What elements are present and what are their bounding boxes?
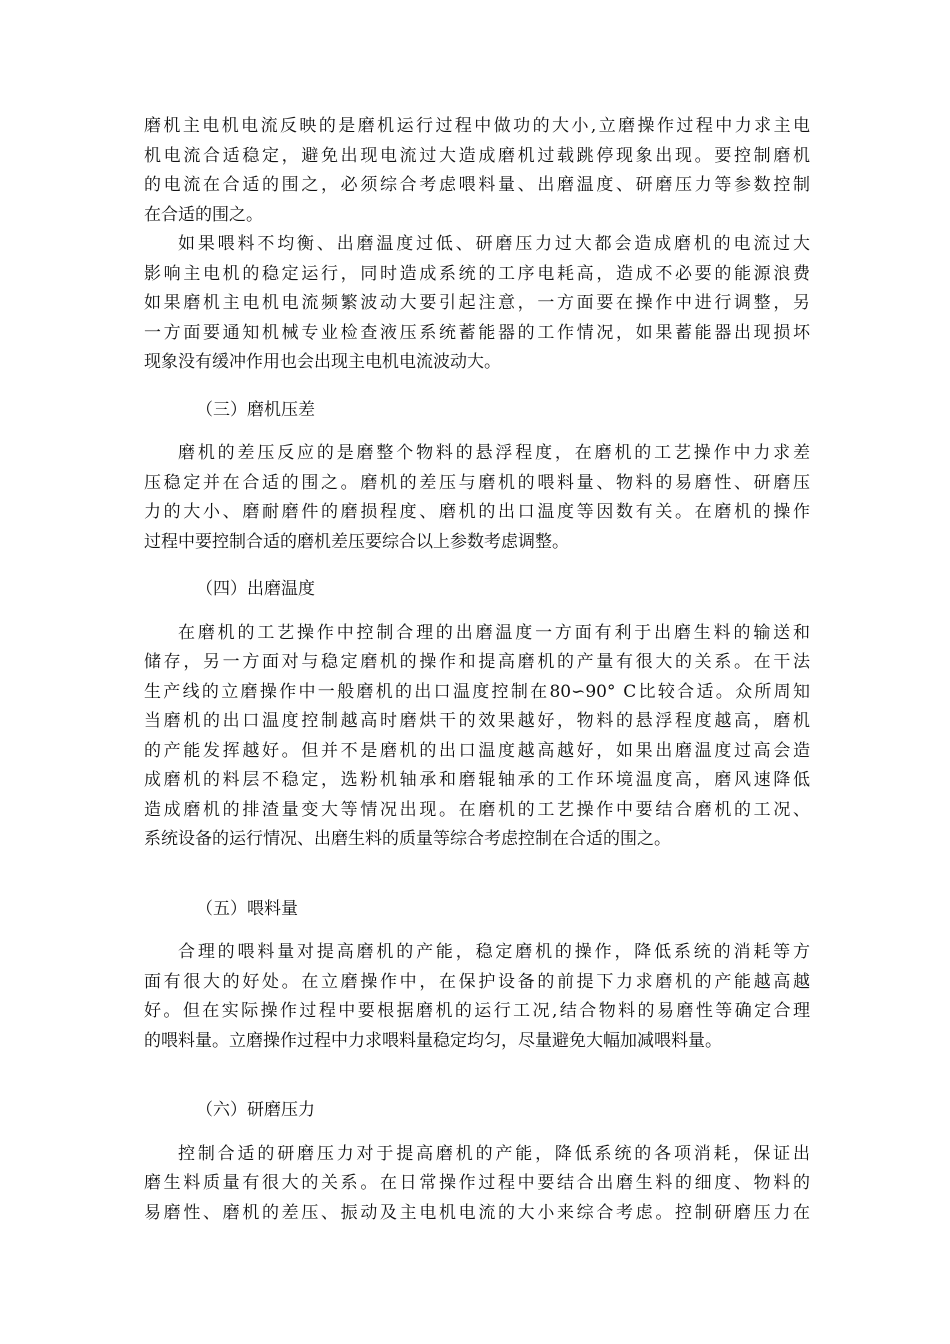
paragraph-feed-rate: [144, 938, 810, 1056]
paragraph-mill-pressure-diff: [144, 439, 810, 557]
text-line: 压稳定并在合适的围之。磨机的差压与磨机的喂料量、物料的易磨性、研磨压: [144, 472, 810, 493]
text-line: 成磨机的料层不稳定，选粉机轴承和磨辊轴承的工作环境温度高，磨风速降低: [144, 770, 810, 790]
section-heading-mill-pressure-diff: （三）磨机压差: [196, 399, 315, 420]
text-line: 的产能发挥越好。但并不是磨机的出口温度越高越好，如果出磨温度过高会造: [144, 740, 810, 761]
text-line: 如果喂料不均衡、出磨温度过低、研磨压力过大都会造成磨机的电流过大: [178, 234, 810, 254]
text-line: 合理的喂料量对提高磨机的产能，稳定磨机的操作，降低系统的消耗等方: [178, 942, 810, 962]
text-line: 当磨机的出口温度控制越高时磨烘干的效果越好，物料的悬浮程度越高，磨机: [144, 711, 810, 731]
paragraph-main-motor-current: [144, 112, 810, 230]
text-line: 力的大小、磨耐磨件的磨损程度、磨机的出口温度等因数有关。在磨机的操作: [144, 502, 810, 522]
text-line: 在磨机的工艺操作中控制合理的出磨温度一方面有利于出磨生料的输送和: [178, 622, 810, 643]
text-line: 磨机主电机电流反映的是磨机运行过程中做功的大小,立磨操作过程中力求主电: [144, 116, 810, 136]
paragraph-outlet-temperature: [144, 619, 810, 855]
text-line: 影响主电机的稳定运行，同时造成系统的工序电耗高，造成不必要的能源浪费: [144, 263, 810, 284]
text-line: 的喂料量。立磨操作过程中力求喂料量稳定均匀，尽量避免大幅加减喂料量。: [144, 1030, 722, 1051]
text-line: 生产线的立磨操作中一般磨机的出口温度控制在80∽90° C比较合适。众所周知: [144, 681, 810, 702]
section-heading-feed-rate: （五）喂料量: [196, 898, 298, 919]
text-line: 易磨性、磨机的差压、振动及主电机电流的大小来综合考虑。控制研磨压力在: [144, 1202, 810, 1223]
text-line: 在合适的围之。: [144, 204, 263, 225]
section-heading-outlet-temperature: （四）出磨温度: [196, 579, 315, 599]
text-line: 面有很大的好处。在立磨操作中，在保护设备的前提下力求磨机的产能越高越: [144, 971, 810, 992]
text-line: 好。但在实际操作过程中要根据磨机的运行工况,结合物料的易磨性等确定合理: [144, 1001, 810, 1021]
document-body: [144, 112, 810, 1228]
text-line: 如果磨机主电机电流频繁波动大要引起注意，一方面要在操作中进行调整，另: [144, 293, 810, 313]
text-line: 储存，另一方面对与稳定磨机的操作和提高磨机的产量有很大的关系。在干法: [144, 652, 810, 672]
text-line: 造成磨机的排渣量变大等情况出现。在磨机的工艺操作中要结合磨机的工况、: [144, 799, 810, 820]
text-line: 系统设备的运行情况、出磨生料的质量等综合考虑控制在合适的围之。: [144, 829, 671, 849]
paragraph-current-fluctuation: [144, 230, 810, 378]
text-line: 控制合适的研磨压力对于提高磨机的产能，降低系统的各项消耗，保证出: [178, 1143, 810, 1164]
text-line: 现象没有缓冲作用也会出现主电机电流波动大。: [144, 352, 501, 372]
text-line: 磨生料质量有很大的关系。在日常操作过程中要结合出磨生料的细度、物料的: [144, 1173, 810, 1193]
section-heading-grinding-pressure: （六）研磨压力: [196, 1100, 315, 1120]
paragraph-grinding-pressure: [144, 1140, 810, 1229]
text-line: 一方面要通知机械专业检查液压系统蓄能器的工作情况，如果蓄能器出现损坏: [144, 322, 810, 343]
text-line: 过程中要控制合适的磨机差压要综合以上参数考虑调整。: [144, 531, 569, 552]
text-line: 机电流合适稳定，避免出现电流过大造成磨机过载跳停现象出现。要控制磨机: [144, 145, 810, 166]
text-line: 的电流在合适的围之，必须综合考虑喂料量、出磨温度、研磨压力等参数控制: [144, 175, 810, 195]
text-line: 磨机的差压反应的是磨整个物料的悬浮程度，在磨机的工艺操作中力求差: [178, 443, 810, 463]
